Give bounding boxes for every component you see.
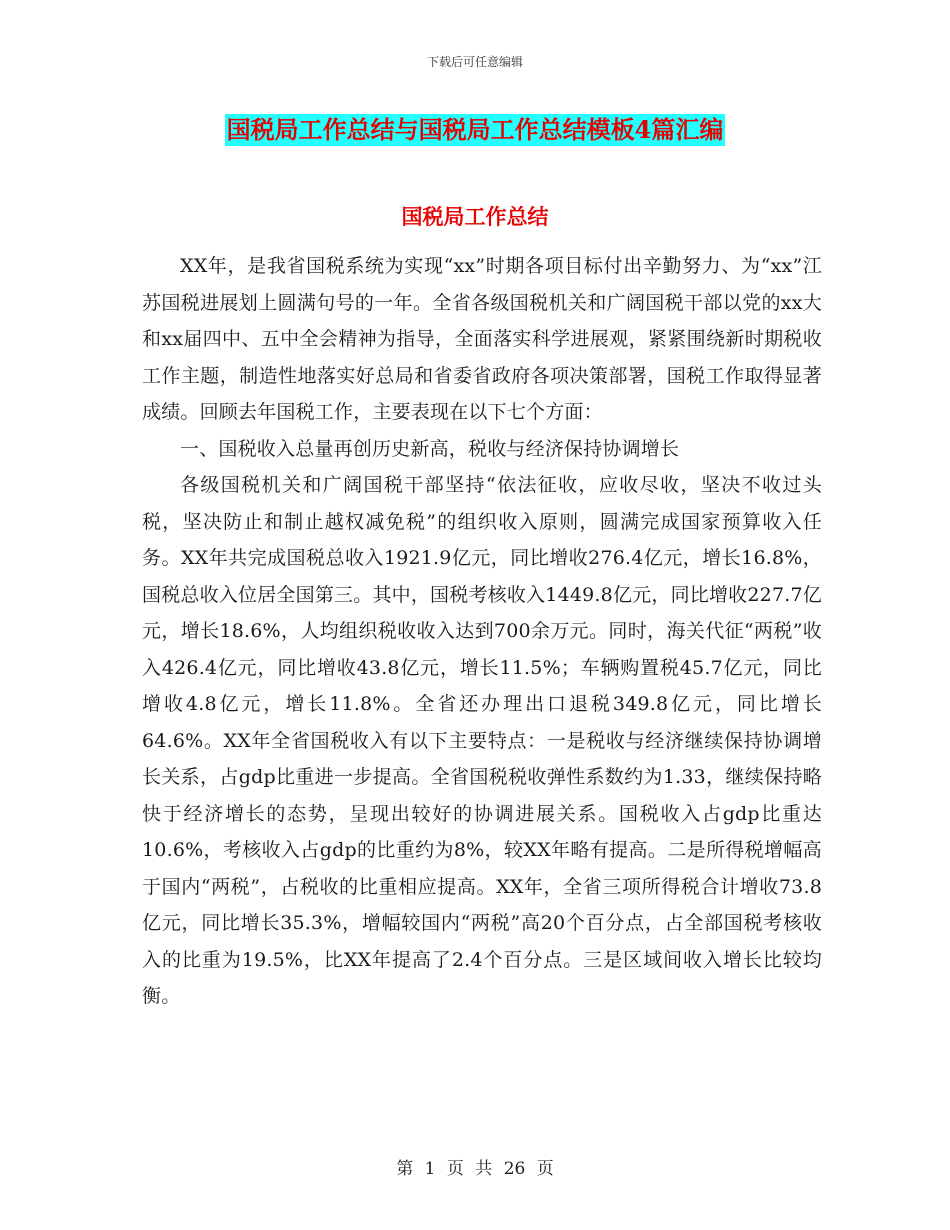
paragraph-intro: XX年，是我省国税系统为实现“xx”时期各项目标付出辛勤努力、为“xx”江苏国税进展划上圆满句号的一年。全省各级国税机关和广阔国税干部以党的xx大和xx届四中、五中全会精神为指导，全面落实科学进展观，紧紧围绕新时期税收工作主题，制造性地落实好总局和省委省政府各项决策部署，国税工作取得显著成绩。回顾去年国税工作，主要表现在以下七个方面： — [142, 255, 822, 423]
header-note: 下载后可任意编辑 — [426, 55, 523, 69]
paragraph-heading-1: 一、国税收入总量再创历史新高，税收与经济保持协调增长 — [180, 437, 680, 460]
section-title: 国税局工作总结 — [401, 204, 549, 229]
document-title-container — [0, 114, 950, 146]
page-footer: 第 1 页 共 26 页 — [396, 1159, 554, 1179]
document-title: 国税局工作总结与国税局工作总结模板4篇汇编 — [226, 115, 724, 144]
document-body — [142, 248, 822, 1015]
paragraph-revenue: 各级国税机关和广阔国税干部坚持“依法征收，应收尽收，坚决不收过头税，坚决防止和制止越权减免税”的组织收入原则，圆满完成国家预算收入任务。XX年共完成国税总收入1921.9亿元，同比增收276.4亿元，增长16.8%，国税总收入位居全国第三。其中，国税考核收入1449.8亿元，同比增收227.7亿元，增长18.6%，人均组织税收收入达到700余万元。同时，海关代征“两税”收入426.4亿元，同比增收43.8亿元，增长11.5%；车辆购置税45.7亿元，同比增收4.8亿元，增长11.8%。全省还办理出口退税349.8亿元，同比增长64.6%。XX年全省国税收入有以下主要特点：一是税收与经济继续保持协调增长关系，占gdp比重进一步提高。全省国税税收弹性系数约为1.33，继续保持略快于经济增长的态势，呈现出较好的协调进展关系。国税收入占gdp比重达10.6%，考核收入占gdp的比重约为8%，较XX年略有提高。二是所得税增幅高于国内“两税”，占税收的比重相应提高。XX年，全省三项所得税合计增收73.8亿元，同比增长35.3%，增幅较国内“两税”高20个百分点，占全部国税考核收入的比重为19.5%，比XX年提高了2.4个百分点。三是区域间收入增长比较均衡。 — [142, 474, 822, 1007]
